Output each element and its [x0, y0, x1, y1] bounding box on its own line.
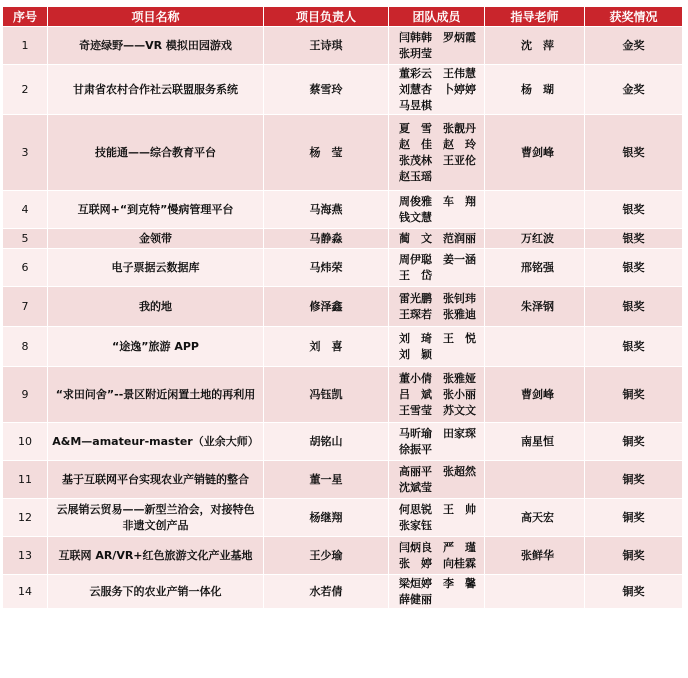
row-index-cell: 8 — [3, 327, 48, 367]
header-advisor: 指导老师 — [485, 7, 585, 27]
award-cell: 铜奖 — [585, 537, 683, 575]
advisor-cell — [485, 575, 585, 609]
advisor-cell: 沈 萍 — [485, 27, 585, 65]
project-leader-cell: 冯钰凯 — [264, 367, 389, 423]
team-members-cell — [389, 367, 485, 423]
team-members-cell — [389, 287, 485, 327]
project-leader-cell: 水若倩 — [264, 575, 389, 609]
advisor-cell: 高天宏 — [485, 499, 585, 537]
team-member-line: 沈斌莹 — [399, 480, 432, 494]
team-member-line: 赵 佳 赵 玲 — [399, 137, 476, 151]
award-cell: 银奖 — [585, 287, 683, 327]
award-cell: 银奖 — [585, 191, 683, 229]
project-leader-cell: 马静淼 — [264, 229, 389, 249]
project-name-cell: 甘肃省农村合作社云联盟服务系统 — [48, 65, 264, 115]
team-members-cell — [389, 191, 485, 229]
project-leader-cell: 王少瑜 — [264, 537, 389, 575]
team-member-line: 赵玉瑶 — [399, 169, 432, 183]
award-cell: 银奖 — [585, 249, 683, 287]
header-project-leader: 项目负责人 — [264, 7, 389, 27]
team-member-line: 张 婷 向桂霖 — [399, 556, 476, 570]
advisor-cell: 张鲜华 — [485, 537, 585, 575]
table-row — [3, 327, 683, 367]
project-name-cell: 电子票据云数据库 — [48, 249, 264, 287]
table-row — [3, 229, 683, 249]
award-cell: 铜奖 — [585, 499, 683, 537]
table-body — [3, 27, 683, 609]
table-row — [3, 367, 683, 423]
row-index-cell: 10 — [3, 423, 48, 461]
project-name-cell: 我的地 — [48, 287, 264, 327]
header-row — [3, 7, 683, 27]
table-row — [3, 115, 683, 191]
table-row — [3, 537, 683, 575]
team-member-line: 刘 琦 王 悦 — [399, 331, 476, 345]
table-row — [3, 27, 683, 65]
project-leader-cell: 胡铭山 — [264, 423, 389, 461]
project-name-cell: 互联网+“到克特”慢病管理平台 — [48, 191, 264, 229]
table-row — [3, 499, 683, 537]
team-members-cell — [389, 249, 485, 287]
table-row — [3, 461, 683, 499]
team-member-line: 雷光鹏 张钊玮 — [399, 291, 476, 305]
advisor-cell: 曹剑峰 — [485, 115, 585, 191]
team-member-line: 薛健丽 — [399, 592, 432, 606]
award-cell: 银奖 — [585, 115, 683, 191]
team-member-line: 闫韩韩 罗炳霞 — [399, 30, 476, 44]
project-leader-cell: 杨继翔 — [264, 499, 389, 537]
header-project-name: 项目名称 — [48, 7, 264, 27]
team-member-line: 周俊雅 车 翔 — [399, 194, 476, 208]
award-cell: 铜奖 — [585, 423, 683, 461]
team-members-cell — [389, 229, 485, 249]
project-leader-cell: 蔡雪玲 — [264, 65, 389, 115]
project-name-cell: 基于互联网平台实现农业产销链的整合 — [48, 461, 264, 499]
team-members-cell — [389, 575, 485, 609]
project-name-cell: 技能通——综合教育平台 — [48, 115, 264, 191]
advisor-cell: 南星恒 — [485, 423, 585, 461]
project-name-cell: 云展销云贸易——新型兰洽会，对接特色非遗文创产品 — [48, 499, 264, 537]
project-name-cell: 互联网 AR/VR+红色旅游文化产业基地 — [48, 537, 264, 575]
advisor-cell: 邢铭强 — [485, 249, 585, 287]
team-member-line: 王雪莹 苏文文 — [399, 403, 476, 417]
team-member-line: 何思锐 王 帅 — [399, 502, 476, 516]
table-row — [3, 423, 683, 461]
award-cell: 银奖 — [585, 327, 683, 367]
team-members-cell — [389, 461, 485, 499]
row-index-cell: 3 — [3, 115, 48, 191]
project-leader-cell: 王诗琪 — [264, 27, 389, 65]
row-index-cell: 14 — [3, 575, 48, 609]
table-row — [3, 575, 683, 609]
award-cell: 金奖 — [585, 27, 683, 65]
team-members-cell — [389, 27, 485, 65]
team-members-cell — [389, 537, 485, 575]
team-member-line: 董彩云 王伟慧 — [399, 66, 476, 80]
team-members-cell — [389, 499, 485, 537]
advisor-cell: 杨 瑚 — [485, 65, 585, 115]
advisor-cell — [485, 461, 585, 499]
awards-table — [2, 6, 683, 609]
team-member-line: 蔺 文 范润丽 — [399, 231, 476, 245]
table-row — [3, 191, 683, 229]
project-name-cell: “途逸”旅游 APP — [48, 327, 264, 367]
team-member-line: 徐振平 — [399, 442, 432, 456]
team-member-line: 吕 斌 张小丽 — [399, 387, 476, 401]
team-members-cell — [389, 327, 485, 367]
project-leader-cell: 杨 莹 — [264, 115, 389, 191]
row-index-cell: 12 — [3, 499, 48, 537]
project-name-cell: “求田问舍”--景区附近闲置土地的再利用 — [48, 367, 264, 423]
team-member-line: 张家钰 — [399, 518, 432, 532]
header-index: 序号 — [3, 7, 48, 27]
row-index-cell: 13 — [3, 537, 48, 575]
award-cell: 银奖 — [585, 229, 683, 249]
team-members-cell — [389, 115, 485, 191]
row-index-cell: 1 — [3, 27, 48, 65]
team-member-line: 闫炳良 严 瑾 — [399, 540, 476, 554]
project-name-cell: 金领带 — [48, 229, 264, 249]
team-members-cell — [389, 65, 485, 115]
advisor-cell: 万红波 — [485, 229, 585, 249]
row-index-cell: 11 — [3, 461, 48, 499]
team-member-line: 夏 雪 张靓丹 — [399, 121, 476, 135]
advisor-cell — [485, 327, 585, 367]
team-member-line: 王 岱 — [399, 268, 432, 282]
project-leader-cell: 刘 喜 — [264, 327, 389, 367]
award-cell: 铜奖 — [585, 575, 683, 609]
award-cell: 铜奖 — [585, 367, 683, 423]
project-leader-cell: 马海燕 — [264, 191, 389, 229]
team-members-cell — [389, 423, 485, 461]
advisor-cell: 曹剑峰 — [485, 367, 585, 423]
row-index-cell: 7 — [3, 287, 48, 327]
advisor-cell — [485, 191, 585, 229]
team-member-line: 钱文慧 — [399, 210, 432, 224]
team-member-line: 梁烜婷 李 馨 — [399, 576, 476, 590]
project-leader-cell: 修泽鑫 — [264, 287, 389, 327]
project-name-cell: 奇迹绿野——VR 模拟田园游戏 — [48, 27, 264, 65]
award-cell: 金奖 — [585, 65, 683, 115]
row-index-cell: 4 — [3, 191, 48, 229]
row-index-cell: 5 — [3, 229, 48, 249]
team-member-line: 张玥莹 — [399, 46, 432, 60]
header-team-members: 团队成员 — [389, 7, 485, 27]
row-index-cell: 9 — [3, 367, 48, 423]
team-member-line: 张茂林 王亚伦 — [399, 153, 476, 167]
project-name-cell: 云服务下的农业产销一体化 — [48, 575, 264, 609]
project-leader-cell: 董一星 — [264, 461, 389, 499]
awards-table-sheet — [2, 6, 682, 609]
award-cell: 铜奖 — [585, 461, 683, 499]
team-member-line: 刘慧杏 卜婷婷 — [399, 82, 476, 96]
table-row — [3, 249, 683, 287]
project-name-cell: A&M—amateur-master（业余大师） — [48, 423, 264, 461]
team-member-line: 王琛若 张雅迪 — [399, 307, 476, 321]
table-row — [3, 287, 683, 327]
team-member-line: 董小倩 张雅娅 — [399, 371, 476, 385]
team-member-line: 马昱棋 — [399, 98, 432, 112]
row-index-cell: 2 — [3, 65, 48, 115]
team-member-line: 刘 颖 — [399, 347, 432, 361]
header-award: 获奖情况 — [585, 7, 683, 27]
team-member-line: 高丽平 张超然 — [399, 464, 476, 478]
team-member-line: 周伊聪 姜一涵 — [399, 252, 476, 266]
team-member-line: 马昕瑜 田家琛 — [399, 426, 476, 440]
row-index-cell: 6 — [3, 249, 48, 287]
table-row — [3, 65, 683, 115]
project-leader-cell: 马炜荣 — [264, 249, 389, 287]
advisor-cell: 朱泽钢 — [485, 287, 585, 327]
